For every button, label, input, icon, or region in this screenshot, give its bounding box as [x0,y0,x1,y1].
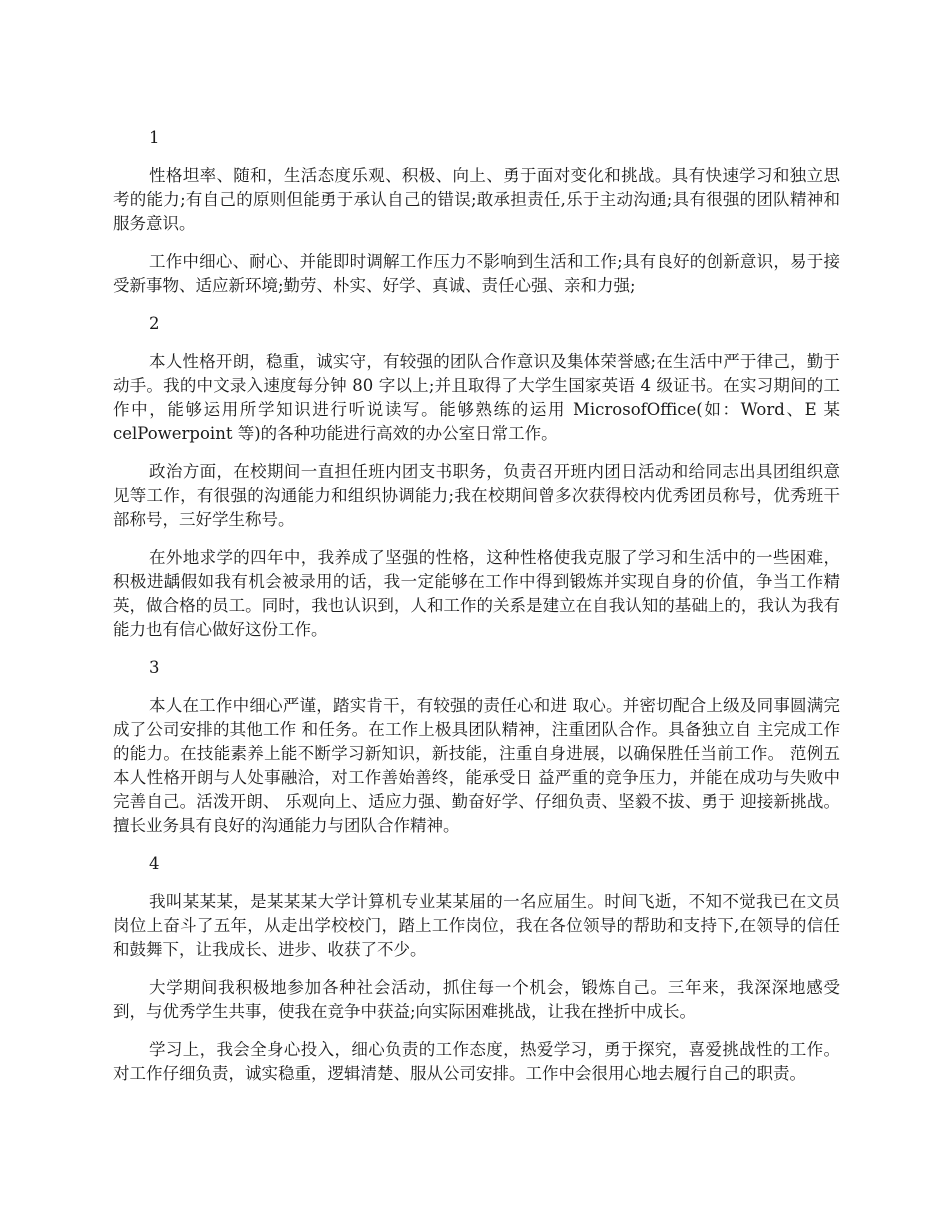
paragraph: 我叫某某某，是某某某大学计算机专业某某届的一名应届生。时间飞逝，不知不觉我已在文员岗位上奋斗了五年，从走出学校校门，踏上工作岗位，我在各位领导的帮助和支持下,在领导的信任和鼓舞下，让我成长、进步、收获了不少。 [113,892,840,959]
section-number: 3 [149,658,160,677]
paragraph: 工作中细心、耐心、并能即时调解工作压力不影响到生活和工作;具有良好的创新意识，易于接受新事物、适应新环境;勤劳、朴实、好学、真诚、责任心强、亲和力强; [113,252,840,295]
section-4 [113,852,840,1086]
paragraph: 本人在工作中细心严谨，踏实肯干，有较强的责任心和进 取心。并密切配合上级及同事圆满完成了公司安排的其他工作 和任务。在工作上极具团队精神，注重团队合作。具备独立自 主完成工作的能力。在技能素养上能不断学习新知识，新技能，注重自身进展，以确保胜任当前工作。 范例五 本人性格开朗与人处事融洽，对工作善始善终，能承受日 益严重的竞争压力，并能在成功与失败中完善自己。活泼开朗、 乐观向上、适应力强、勤奋好学、仔细负责、坚毅不拔、勇于 迎接新挑战。擅长业务具有良好的沟通能力与团队合作精神。 [113,696,840,835]
section-number: 2 [149,314,160,333]
section-number: 1 [149,128,160,147]
section-1 [113,126,840,298]
paragraph: 本人性格开朗，稳重，诚实守，有较强的团队合作意识及集体荣誉感;在生活中严于律己，勤于动手。我的中文录入速度每分钟 80 字以上;并且取得了大学生国家英语 4 级证书。在实习期间的工作中，能够运用所学知识进行听说读写。能够熟练的运用 MicrosofOffice(如：Word、E 某 celPowerpoint 等)的各种功能进行高效的办公室日常工作。 [113,352,840,443]
paragraph: 在外地求学的四年中，我养成了坚强的性格，这种性格使我克服了学习和生活中的一些困难，积极进龋假如我有机会被录用的话，我一定能够在工作中得到锻炼并实现自身的价值，争当工作精英，做合格的员工。同时，我也认识到，人和工作的关系是建立在自我认知的基础上的，我认为我有能力也有信心做好这份工作。 [113,548,840,639]
paragraph: 政治方面，在校期间一直担任班内团支书职务，负责召开班内团日活动和给同志出具团组织意见等工作，有很强的沟通能力和组织协调能力;我在校期间曾多次获得校内优秀团员称号，优秀班干部称号，三好学生称号。 [113,462,840,529]
paragraph: 性格坦率、随和，生活态度乐观、积极、向上、勇于面对变化和挑战。具有快速学习和独立思考的能力;有自己的原则但能勇于承认自己的错误;敢承担责任,乐于主动沟通;具有很强的团队精神和服务意识。 [113,166,840,233]
section-2 [113,312,840,642]
document-page [113,120,840,1100]
paragraph: 大学期间我积极地参加各种社会活动，抓住每一个机会，锻炼自己。三年来，我深深地感受到，与优秀学生共事，使我在竞争中获益;向实际困难挑战，让我在挫折中成长。 [113,978,840,1021]
section-number: 4 [149,854,160,873]
section-3 [113,656,840,838]
paragraph: 学习上，我会全身心投入，细心负责的工作态度，热爱学习，勇于探究，喜爱挑战性的工作。对工作仔细负责，诚实稳重，逻辑清楚、服从公司安排。工作中会很用心地去履行自己的职责。 [113,1040,840,1083]
